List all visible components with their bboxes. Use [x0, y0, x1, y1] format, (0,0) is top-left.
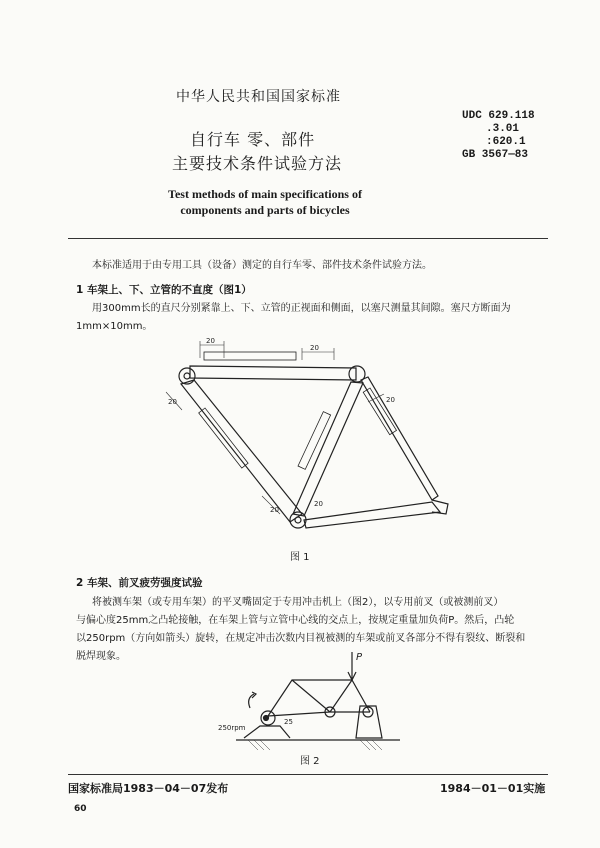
figure-1-caption: 图 1	[290, 552, 310, 563]
section-2-line-3: 以250rpm（方向如箭头）旋转，在规定冲击次数内目视被测的车架或前叉各部分不得有裂纹、断裂和	[76, 633, 526, 644]
section-1-line-2: 1mm×10mm。	[76, 321, 153, 332]
udc-line-2: .3.01	[486, 123, 520, 135]
title-cn-line-1: 自行车 零、部件	[190, 130, 316, 149]
load-label: P	[356, 652, 363, 663]
dim-label-5: 20	[270, 506, 279, 514]
section-1-heading: 1 车架上、下、立管的不直度（图1）	[76, 284, 252, 296]
dim-label-4: 20	[386, 396, 395, 404]
figure-2-caption: 图 2	[300, 756, 320, 767]
dim-label-3: 20	[168, 398, 177, 406]
issued-date: 国家标准局1983－04－07发布	[68, 782, 229, 795]
intro-paragraph: 本标准适用于由专用工具（设备）测定的自行车零、部件技术条件试验方法。	[92, 260, 432, 271]
speed-label: 250rpm	[218, 724, 246, 732]
dim-label-6: 20	[314, 500, 323, 508]
dim-label-2: 20	[310, 344, 319, 352]
gb-number: GB 3567—83	[462, 149, 529, 161]
section-2-line-1: 将被测车架（或专用车架）的平叉嘴固定于专用冲击机上（图2），以专用前叉（或被测前叉）	[92, 597, 504, 608]
effective-date: 1984－01－01实施	[440, 782, 546, 795]
title-en-line-2: components and parts of bicycles	[180, 203, 350, 217]
test-frame-top	[268, 680, 370, 716]
standard-name: 中华人民共和国国家标准	[176, 89, 341, 105]
dim-label-1: 20	[206, 337, 215, 345]
title-en-line-1: Test methods of main specifications of	[168, 187, 362, 201]
footer-divider	[68, 774, 548, 775]
udc-line-3: :620.1	[486, 136, 526, 148]
section-1-line-1: 用300mm长的直尺分别紧靠上、下、立管的正视面和侧面，以塞尺测量其间隙。塞尺方断面为	[92, 303, 511, 314]
cam-base	[244, 726, 290, 738]
title-cn-line-2: 主要技术条件试验方法	[172, 154, 343, 173]
page-number: 60	[74, 804, 87, 814]
udc-line-1: UDC 629.118	[462, 110, 535, 122]
section-2-line-4: 脱焊现象。	[76, 651, 126, 662]
eccentric-label: 25	[284, 718, 293, 726]
section-2-line-2: 与偏心度25mm之凸轮接触，在车架上管与立管中心线的交点上，按规定重量加负荷P。然后，凸轮	[76, 615, 515, 626]
section-2-heading: 2 车架、前叉疲劳强度试验	[76, 577, 203, 589]
